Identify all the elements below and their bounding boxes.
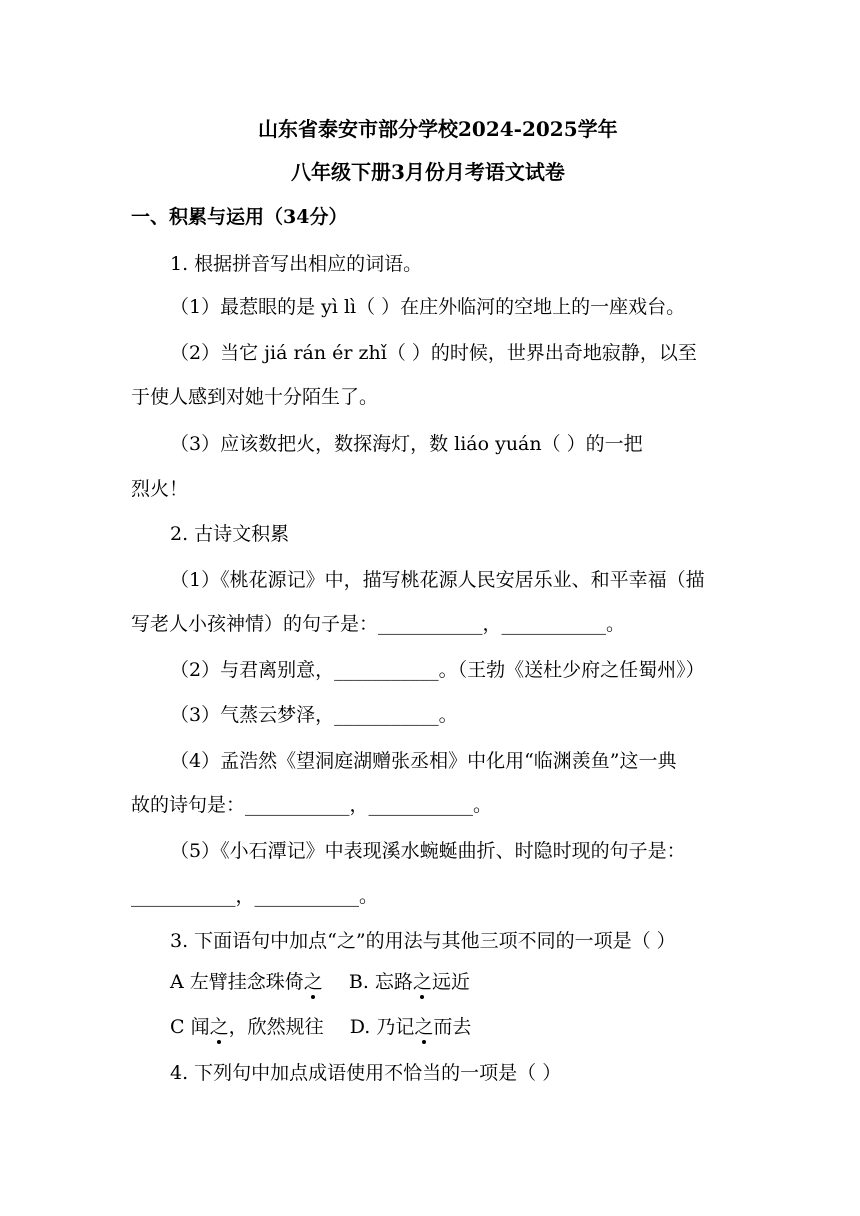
option-d	[350, 1016, 472, 1038]
question-2-item-1b: 写老人小孩神情）的句子是：___________，___________。	[131, 613, 626, 635]
question-2-item-2: （2）与君离别意，___________。（王勃《送杜少府之任蜀州》）	[170, 659, 705, 681]
question-1-stem: 1. 根据拼音写出相应的词语。	[170, 253, 423, 275]
question-2-item-1a: （1）《桃花源记》中，描写桃花源人民安居乐业、和平幸福（描	[170, 569, 705, 591]
dotted-zhi: 之	[303, 971, 323, 993]
question-1-item-2a: （2）当它 jiá rán ér zhǐ（ ）的时候，世界出奇地寂静，以至	[170, 342, 697, 364]
dotted-zhi: 之	[209, 1016, 229, 1038]
option-b	[349, 971, 470, 993]
question-2-stem: 2. 古诗文积累	[170, 523, 290, 545]
section-heading-1: 一、积累与运用（34分）	[131, 206, 348, 228]
option-d-text-post: 而去	[433, 1016, 472, 1038]
question-2-item-5b: ___________，___________。	[131, 885, 379, 907]
option-d-text: D. 乃记	[349, 1016, 415, 1038]
option-c-text-post: ，欣然规往	[228, 1016, 324, 1038]
question-4-stem: 4. 下列句中加点成语使用不恰当的一项是（ ）	[170, 1062, 562, 1084]
option-c-text: C 闻	[170, 1016, 210, 1038]
question-2-item-5a: （5）《小石潭记》中表现溪水蜿蜒曲折、时隐时现的句子是：	[170, 840, 686, 862]
dotted-zhi: 之	[414, 1016, 434, 1038]
option-c	[170, 1016, 324, 1038]
question-1-item-2b: 于使人感到对她十分陌生了。	[131, 386, 379, 408]
question-1-item-1: （1）最惹眼的是 yì lì（ ）在庄外临河的空地上的一座戏台。	[170, 296, 686, 318]
question-1-item-3b: 烈火！	[131, 478, 189, 500]
question-1-item-3a: （3）应该数把火，数探海灯，数 liáo yuán（ ）的一把	[170, 433, 643, 455]
dotted-zhi: 之	[412, 971, 432, 993]
question-2-item-4a: （4）孟浩然《望洞庭湖赠张丞相》中化用“临渊羡鱼”这一典	[170, 750, 677, 772]
exam-title-line2: 八年级下册3月份月考语文试卷	[291, 160, 565, 184]
question-2-item-4b: 故的诗句是：___________，___________。	[131, 794, 493, 816]
question-2-item-3: （3）气蒸云梦泽，___________。	[170, 704, 458, 726]
option-a	[170, 971, 323, 993]
question-3-options-cd	[170, 1015, 471, 1039]
option-a-text: A 左臂挂念珠倚	[170, 971, 304, 993]
option-b-text-post: 远近	[431, 971, 470, 993]
question-3-options-ab	[170, 970, 470, 994]
exam-title-line1: 山东省泰安市部分学校2024-2025学年	[258, 117, 618, 141]
question-3-stem: 3. 下面语句中加点“之”的用法与其他三项不同的一项是（ ）	[170, 930, 676, 952]
option-b-text: B. 忘路	[348, 971, 413, 993]
